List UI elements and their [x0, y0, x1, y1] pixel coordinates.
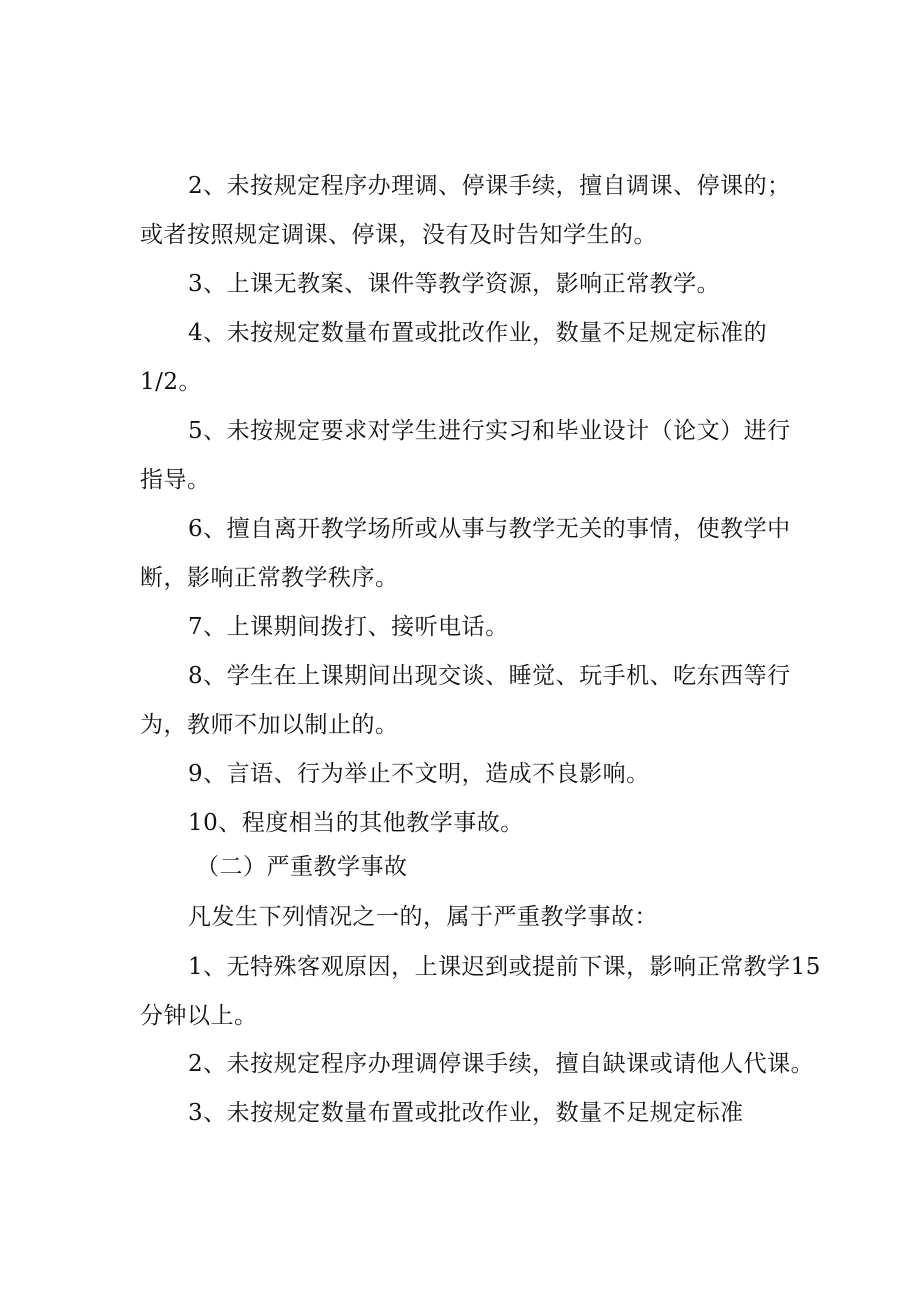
paragraph-line: 8、学生在上课期间出现交谈、睡觉、玩手机、吃东西等行 [188, 663, 791, 689]
paragraph-line: 或者按照规定调课、停课，没有及时告知学生的。 [140, 222, 657, 248]
section-heading: （二）严重教学事故 [196, 854, 408, 880]
paragraph-line: 凡发生下列情况之一的，属于严重教学事故： [188, 904, 658, 930]
paragraph-line: 指导。 [140, 467, 211, 493]
paragraph-line: 4、未按规定数量布置或批改作业，数量不足规定标准的 [188, 320, 768, 346]
paragraph-line: 3、上课无教案、课件等教学资源，影响正常教学。 [188, 271, 721, 297]
paragraph-line: 3、未按规定数量布置或批改作业，数量不足规定标准 [188, 1100, 744, 1126]
paragraph-line: 1、无特殊客观原因，上课迟到或提前下课，影响正常教学15 [188, 954, 821, 980]
paragraph-line: 2、未按规定程序办理调、停课手续，擅自调课、停课的； [188, 173, 791, 199]
paragraph-line: 断，影响正常教学秩序。 [140, 565, 399, 591]
paragraph-line: 5、未按规定要求对学生进行实习和毕业设计（论文）进行 [188, 418, 791, 444]
paragraph-line: 10、程度相当的其他教学事故。 [188, 810, 524, 836]
paragraph-line: 1/2。 [140, 369, 203, 395]
paragraph-line: 6、擅自离开教学场所或从事与教学无关的事情，使教学中 [188, 516, 791, 542]
paragraph-line: 为，教师不加以制止的。 [140, 712, 399, 738]
paragraph-line: 分钟以上。 [140, 1003, 258, 1029]
paragraph-line: 2、未按规定程序办理调停课手续，擅自缺课或请他人代课。 [188, 1051, 815, 1077]
paragraph-line: 7、上课期间拨打、接听电话。 [188, 614, 509, 640]
paragraph-line: 9、言语、行为举止不文明，造成不良影响。 [188, 761, 650, 787]
